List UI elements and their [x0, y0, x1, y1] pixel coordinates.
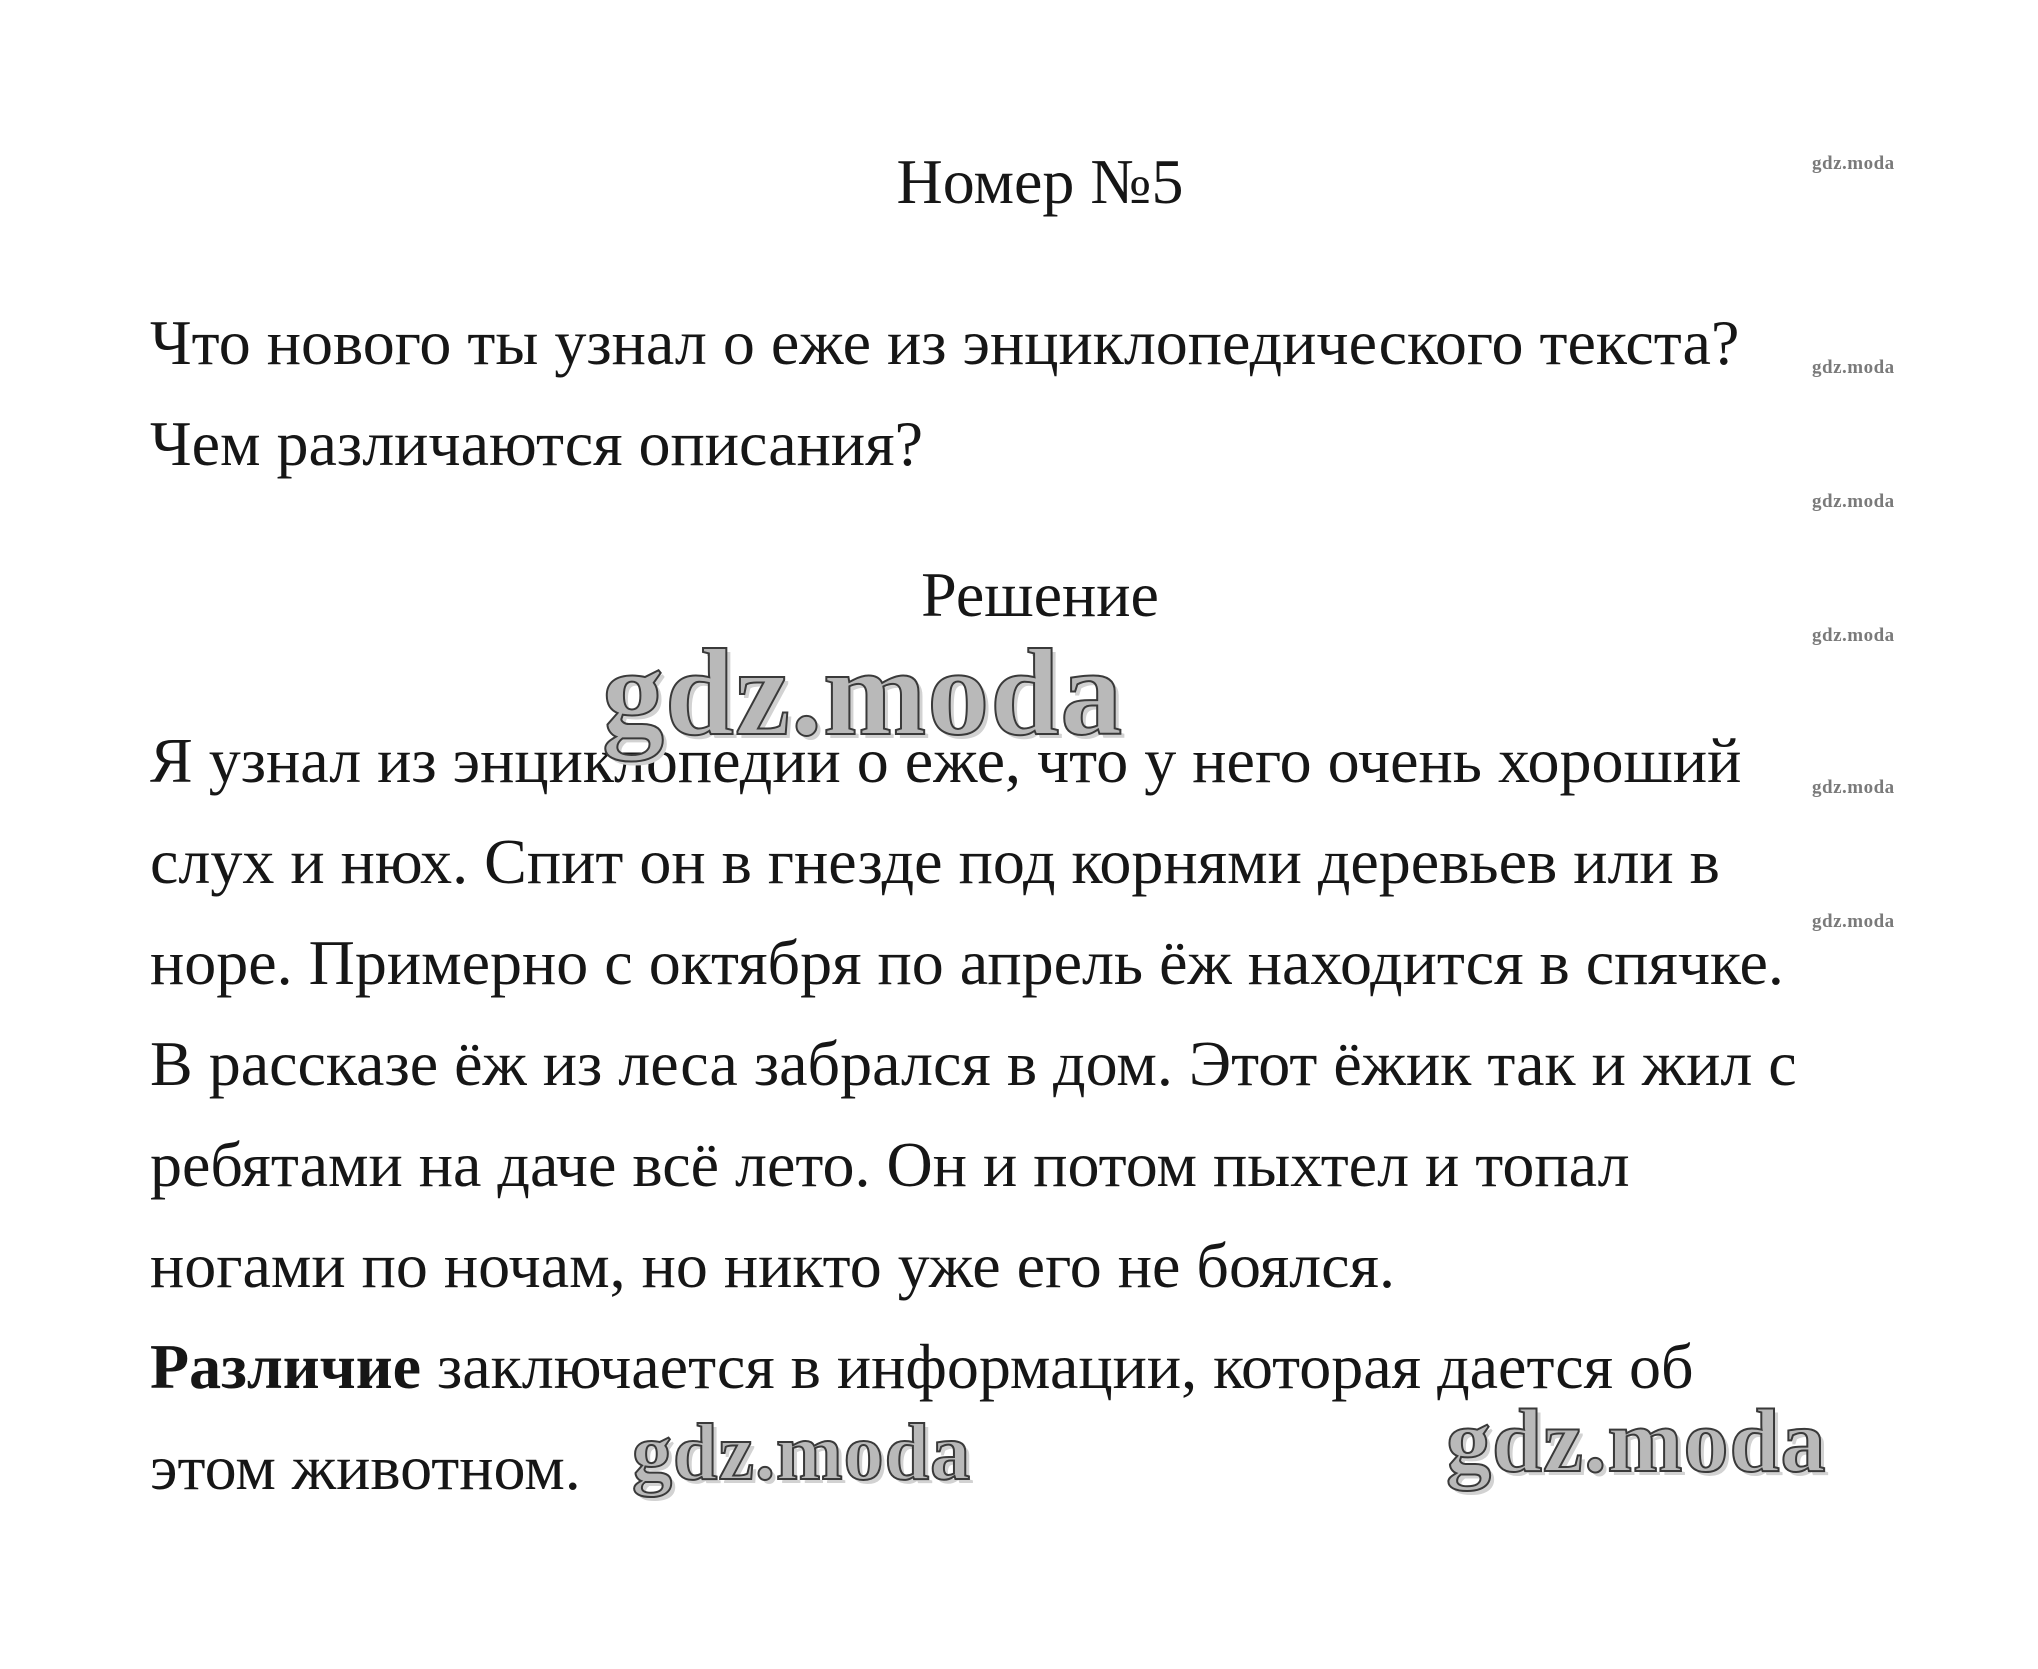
answer-line: норе. Примерно с октября по апрель ёж находится в спячке.: [150, 927, 1784, 998]
difference-bold-label: Различие: [150, 1331, 421, 1402]
answer-line: В рассказе ёж из леса забрался в дом. Этот ёжик так и жил с: [150, 1028, 1797, 1099]
answer-line: ногами по ночам, но никто уже его не боялся.: [150, 1230, 1395, 1301]
answer-line: ребятами на даче всё лето. Он и потом пыхтел и топал: [150, 1129, 1630, 1200]
question-line: Чем различаются описания?: [150, 408, 923, 479]
watermark-large: gdz.moda: [632, 1409, 972, 1497]
question-line: Что нового ты узнал о еже из энциклопедического текста?: [150, 307, 1740, 378]
watermark-large: gdz.moda: [602, 624, 1124, 761]
watermark-small: gdz.moda: [1812, 491, 1895, 512]
question-text: [150, 292, 1980, 494]
watermark-small: gdz.moda: [1812, 357, 1895, 378]
watermark-small: gdz.moda: [1812, 777, 1895, 798]
watermark-large: gdz.moda: [1446, 1392, 1827, 1491]
answer-line: Я узнал из энциклопедии о еже, что у него очень хороший: [150, 725, 1742, 796]
watermark-small: gdz.moda: [1812, 911, 1895, 932]
difference-last-line: этом животном.: [150, 1432, 581, 1503]
page-title: Номер №5: [896, 146, 1184, 217]
difference-text: заключается в информации, которая дается об: [420, 1331, 1694, 1402]
watermark-small: gdz.moda: [1812, 153, 1895, 174]
solution-heading: Решение: [921, 559, 1159, 630]
watermark-small: gdz.moda: [1812, 625, 1895, 646]
answer-line: слух и нюх. Спит он в гнезде под корнями деревьев или в: [150, 826, 1720, 897]
